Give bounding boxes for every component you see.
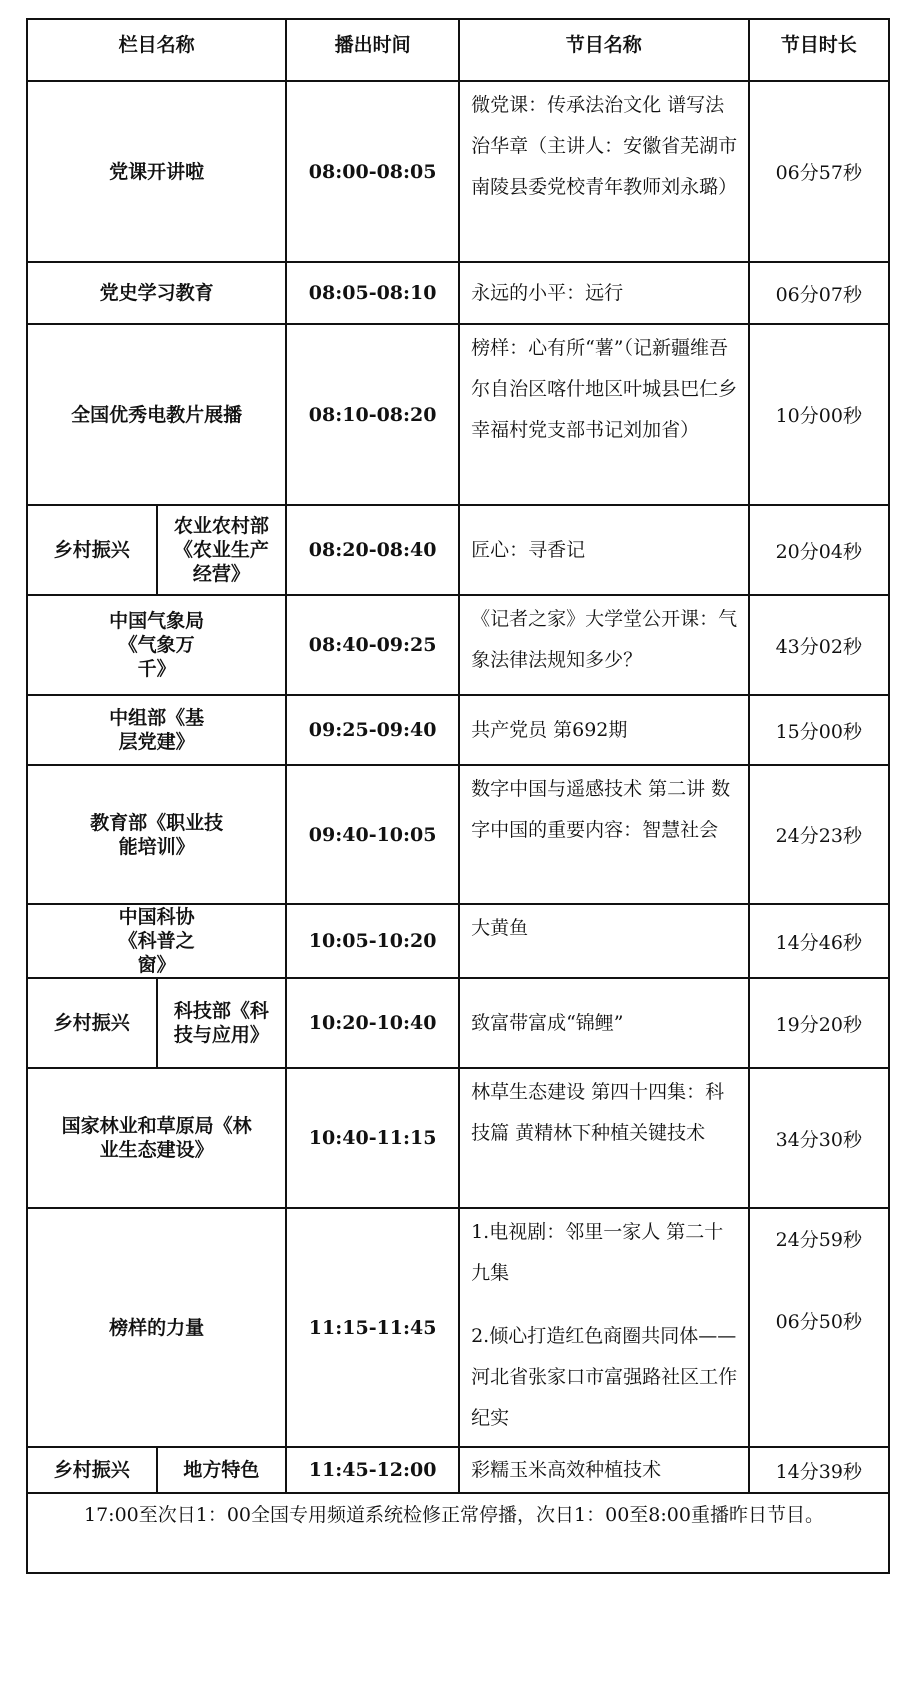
duration-cell: 15分00秒 [749,695,889,765]
category-cell: 乡村振兴 [27,978,157,1068]
program-cell: 共产党员 第692期 [459,695,748,765]
column-cell: 全国优秀电教片展播 [27,324,286,505]
duration-item-2: 06分50秒 [775,1311,862,1333]
table-row [27,1068,889,1208]
column-cell: 党史学习教育 [27,262,286,324]
time-cell: 09:25-09:40 [286,695,459,765]
duration-cell: 24分23秒 [749,765,889,904]
duration-cell: 06分57秒 [749,81,889,262]
program-cell: 致富带富成“锦鲤” [459,978,748,1068]
table-row [27,978,889,1068]
time-cell: 08:10-08:20 [286,324,459,505]
column-cell: 中国气象局《气象万千》 [27,595,286,695]
table-row [27,262,889,324]
header-column-name: 栏目名称 [27,19,286,81]
category-cell: 乡村振兴 [27,1447,157,1493]
program-cell: 大黄鱼 [459,904,748,978]
time-cell: 11:45-12:00 [286,1447,459,1493]
program-cell: 林草生态建设 第四十四集：科技篇 黄精林下种植关键技术 [459,1068,748,1208]
duration-item-1: 24分59秒 [775,1229,862,1251]
header-row [27,19,889,81]
column-cell: 科技部《科技与应用》 [157,978,287,1068]
program-item-2: 2.倾心打造红色商圈共同体——河北省张家口市富强路社区工作纪实 [471,1325,738,1429]
table-row [27,904,889,978]
duration-cell: 14分39秒 [749,1447,889,1493]
program-item-1: 1.电视剧：邻里一家人 第二十九集 [471,1221,724,1284]
column-cell: 中组部《基层党建》 [27,695,286,765]
program-cell: 《记者之家》大学堂公开课：气象法律法规知多少？ [459,595,748,695]
table-row [27,765,889,904]
table-row [27,324,889,505]
time-cell: 10:20-10:40 [286,978,459,1068]
time-cell: 08:20-08:40 [286,505,459,595]
time-cell: 08:05-08:10 [286,262,459,324]
column-cell: 地方特色 [157,1447,287,1493]
table-row [27,505,889,595]
time-cell: 10:40-11:15 [286,1068,459,1208]
column-cell: 教育部《职业技能培训》 [27,765,286,904]
table-row [27,1208,889,1447]
time-cell: 09:40-10:05 [286,765,459,904]
duration-cell [749,1208,889,1447]
table-row [27,695,889,765]
footer-row [27,1493,889,1573]
duration-cell: 06分07秒 [749,262,889,324]
duration-cell: 19分20秒 [749,978,889,1068]
footer-note: 17:00至次日1：00全国专用频道系统检修正常停播，次日1：00至8:00重播昨日节目。 [27,1493,889,1573]
column-cell: 党课开讲啦 [27,81,286,262]
table-row [27,81,889,262]
time-cell: 11:15-11:45 [286,1208,459,1447]
duration-cell: 20分04秒 [749,505,889,595]
schedule-table [26,18,890,1574]
duration-cell: 14分46秒 [749,904,889,978]
time-cell: 08:00-08:05 [286,81,459,262]
category-cell: 乡村振兴 [27,505,157,595]
time-cell: 10:05-10:20 [286,904,459,978]
column-cell: 中国科协《科普之窗》 [27,904,286,978]
program-cell: 彩糯玉米高效种植技术 [459,1447,748,1493]
program-cell: 匠心：寻香记 [459,505,748,595]
duration-cell: 34分30秒 [749,1068,889,1208]
table-row [27,1447,889,1493]
program-cell: 永远的小平：远行 [459,262,748,324]
program-cell: 数字中国与遥感技术 第二讲 数字中国的重要内容：智慧社会 [459,765,748,904]
duration-cell: 43分02秒 [749,595,889,695]
column-cell: 国家林业和草原局《林业生态建设》 [27,1068,286,1208]
program-cell [459,1208,748,1447]
header-duration: 节目时长 [749,19,889,81]
program-cell: 榜样：心有所“薯”（记新疆维吾尔自治区喀什地区叶城县巴仁乡幸福村党支部书记刘加省） [459,324,748,505]
program-cell: 微党课：传承法治文化 谱写法治华章（主讲人：安徽省芜湖市南陵县委党校青年教师刘永璐） [459,81,748,262]
spacer [471,1294,737,1316]
column-cell: 榜样的力量 [27,1208,286,1447]
duration-cell: 10分00秒 [749,324,889,505]
header-air-time: 播出时间 [286,19,459,81]
header-program-name: 节目名称 [459,19,748,81]
time-cell: 08:40-09:25 [286,595,459,695]
column-cell: 农业农村部《农业生产经营》 [157,505,287,595]
table-row [27,595,889,695]
